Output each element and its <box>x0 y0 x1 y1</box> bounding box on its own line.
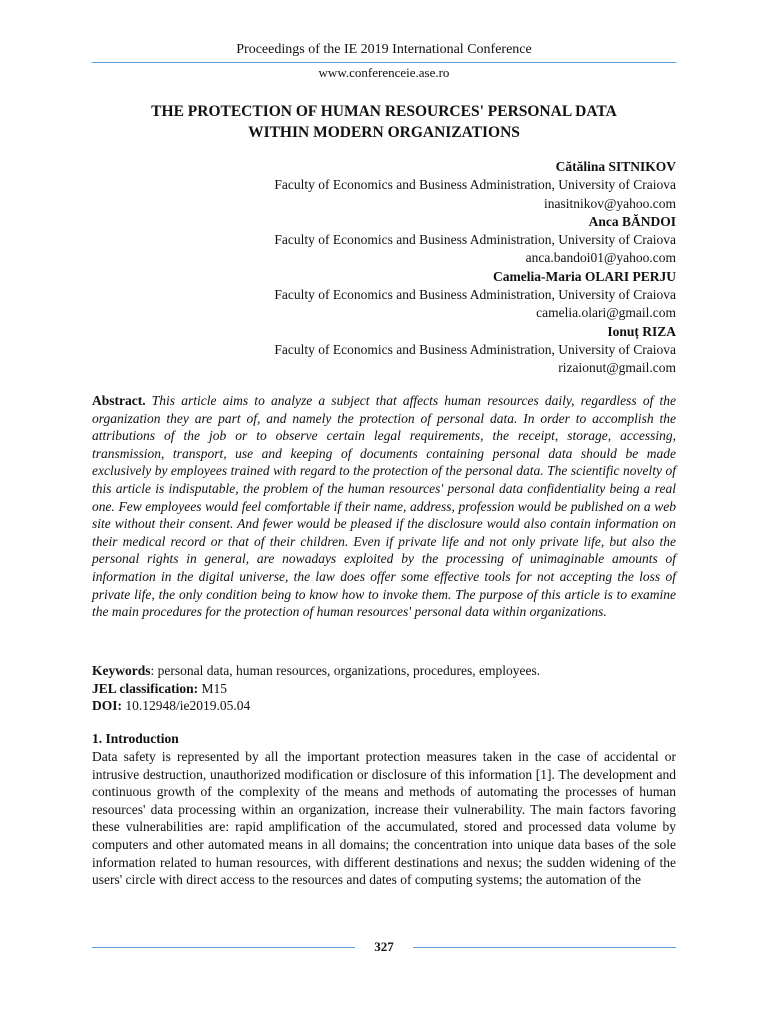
author-block <box>92 158 676 378</box>
conference-header: Proceedings of the IE 2019 International Conference <box>236 42 532 57</box>
conference-url: www.conferenceie.ase.ro <box>318 65 450 80</box>
doi-text: 10.12948/ie2019.05.04 <box>122 698 251 714</box>
footer-divider-left <box>92 947 355 948</box>
paper-title <box>92 101 676 143</box>
footer-divider-right <box>413 947 676 948</box>
author-affiliation: Faculty of Economics and Business Administration, University of Craiova <box>274 287 676 303</box>
author-email: rizaionut@gmail.com <box>558 360 676 376</box>
page-number: 327 <box>374 939 394 954</box>
author-name: Cătălina SITNIKOV <box>555 159 676 174</box>
author-affiliation: Faculty of Economics and Business Administration, University of Craiova <box>274 341 676 357</box>
paper-title-line-2: WITHIN MODERN ORGANIZATIONS <box>248 124 520 141</box>
doi-line <box>92 697 676 715</box>
author-name: Anca BĂNDOI <box>588 213 676 229</box>
author-name: Ionuț RIZA <box>607 323 676 339</box>
section-body: Data safety is represented by all the important protection measures taken in the case of accidental or intrusive destruction, unauthorized modification or disclosure of this information [1]. The development and continuous growth of the complexity of the means and methods of automating the processes of human resources' data processing within an organization, increase their vulnerability. The main factors favoring these vulnerabilities are: rapid amplification of the accumulated, stored and processed data volume by computers and other automated means in all domains; the concentration into unique data bases of the sole information related to human resources, with different destinations and nexus; the sudden widening of the users' circle with direct access to the resources and dates of computing systems; the automation of the <box>92 749 676 888</box>
abstract-text: This article aims to analyze a subject that affects human resources daily, regardless of the organization they are part of, and namely the protection of personal data. In order to accomplish the attributions of the job or to observe certain legal requirements, the receipt, storage, accessing, transmission, transport, use and keeping of documents containing personal data should be made exclusively by employees trained with regard to the protection of the personal data. The scientific novelty of this article is indisputable, the problem of the human resources' personal data confidentiality being a real one. Few employees would feel comfortable if their name, address, profession would be published on a web site without their consent. And fewer would be pleased if the disclosure would also contain information on their medical record or that of their children. Even if private life and not only private life, but also the personal rights in general, are nowadays exploited by the processing of unimaginable amounts of information in the digital universe, the law does offer some effective tools for not accepting the loss of private life, the only condition being to know how to invoke them. The purpose of this article is to examine the main procedures for the protection of human resources' personal data within organizations. <box>92 393 677 620</box>
jel-label: JEL classification: <box>92 680 199 696</box>
keywords-text: : personal data, human resources, organizations, procedures, employees. <box>150 663 541 678</box>
jel-text: M15 <box>198 680 228 696</box>
doi-label: DOI: <box>92 698 122 714</box>
paper-metadata <box>92 662 676 715</box>
header-divider <box>92 62 676 63</box>
author-email: inasitnikov@yahoo.com <box>543 195 676 211</box>
keywords-line <box>92 662 676 680</box>
author-email: anca.bandoi01@yahoo.com <box>525 250 676 266</box>
author-affiliation: Faculty of Economics and Business Administration, University of Craiova <box>274 232 676 248</box>
jel-line <box>92 680 676 698</box>
abstract <box>92 392 676 621</box>
section-heading: 1. Introduction <box>92 731 179 746</box>
abstract-label: Abstract. <box>92 393 146 408</box>
paper-title-line-1: THE PROTECTION OF HUMAN RESOURCES' PERSONAL DATA <box>151 103 617 120</box>
keywords-label: Keywords <box>92 663 151 678</box>
author-email: camelia.olari@gmail.com <box>536 305 676 321</box>
author-name: Camelia-Maria OLARI PERJU <box>493 268 676 284</box>
author-affiliation: Faculty of Economics and Business Administration, University of Craiova <box>274 177 676 193</box>
